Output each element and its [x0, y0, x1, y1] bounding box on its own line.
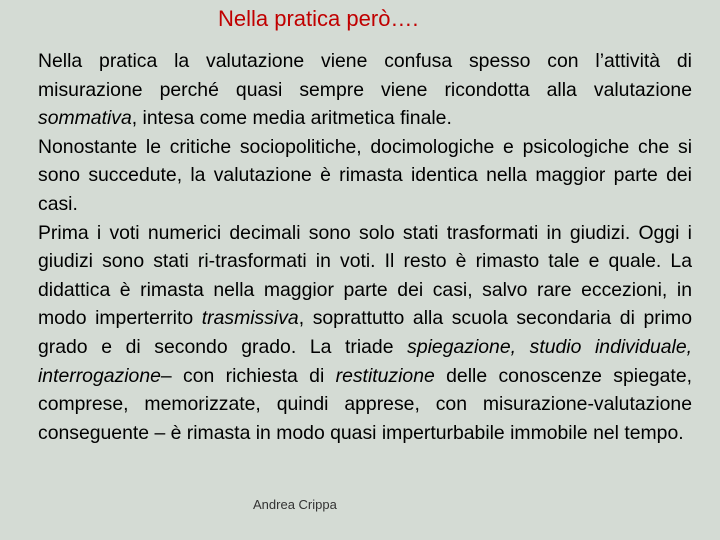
text-segment: Nella pratica la valutazione viene confusa spesso con l’attività di misurazione perché quasi sempre viene ricondotta alla valutazione	[38, 50, 692, 101]
text-segment: , soprattutto alla scuola secondaria di primo grado e di secondo grado. La triade	[38, 307, 692, 358]
text-segment: – con richiesta di	[160, 364, 336, 387]
italic-text: restituzione	[335, 364, 435, 387]
paragraph	[38, 219, 692, 448]
italic-text: sommativa	[38, 107, 132, 130]
text-segment: Nonostante le critiche sociopolitiche, docimologiche e psicologiche che si sono succedute, la valutazione è rimasta identica nella maggior parte dei casi.	[38, 135, 692, 215]
paragraph	[38, 47, 692, 133]
paragraph	[38, 133, 692, 219]
italic-text: trasmissiva	[201, 307, 299, 330]
body-text	[38, 47, 692, 447]
text-segment: delle conoscenze spiegate, comprese, memorizzate, quindi apprese, con misurazione-valutazione conseguente – è rimasta in modo quasi imperturbabile immobile nel tempo.	[38, 364, 692, 444]
slide-title: Nella pratica però….	[218, 6, 419, 31]
text-segment: , intesa come media aritmetica finale.	[131, 107, 452, 130]
italic-text: spiegazione, studio individuale, interrogazione	[38, 335, 692, 387]
text-segment: Prima i voti numerici decimali sono solo stati trasformati in giudizi. Oggi i giudizi sono stati ri-trasformati in voti. Il resto è rimasto tale e quale. La didattica è rimasta nella maggior parte dei casi, salvo rare eccezioni, in modo imperterrito	[38, 221, 692, 330]
footer-author: Andrea Crippa	[253, 497, 337, 512]
